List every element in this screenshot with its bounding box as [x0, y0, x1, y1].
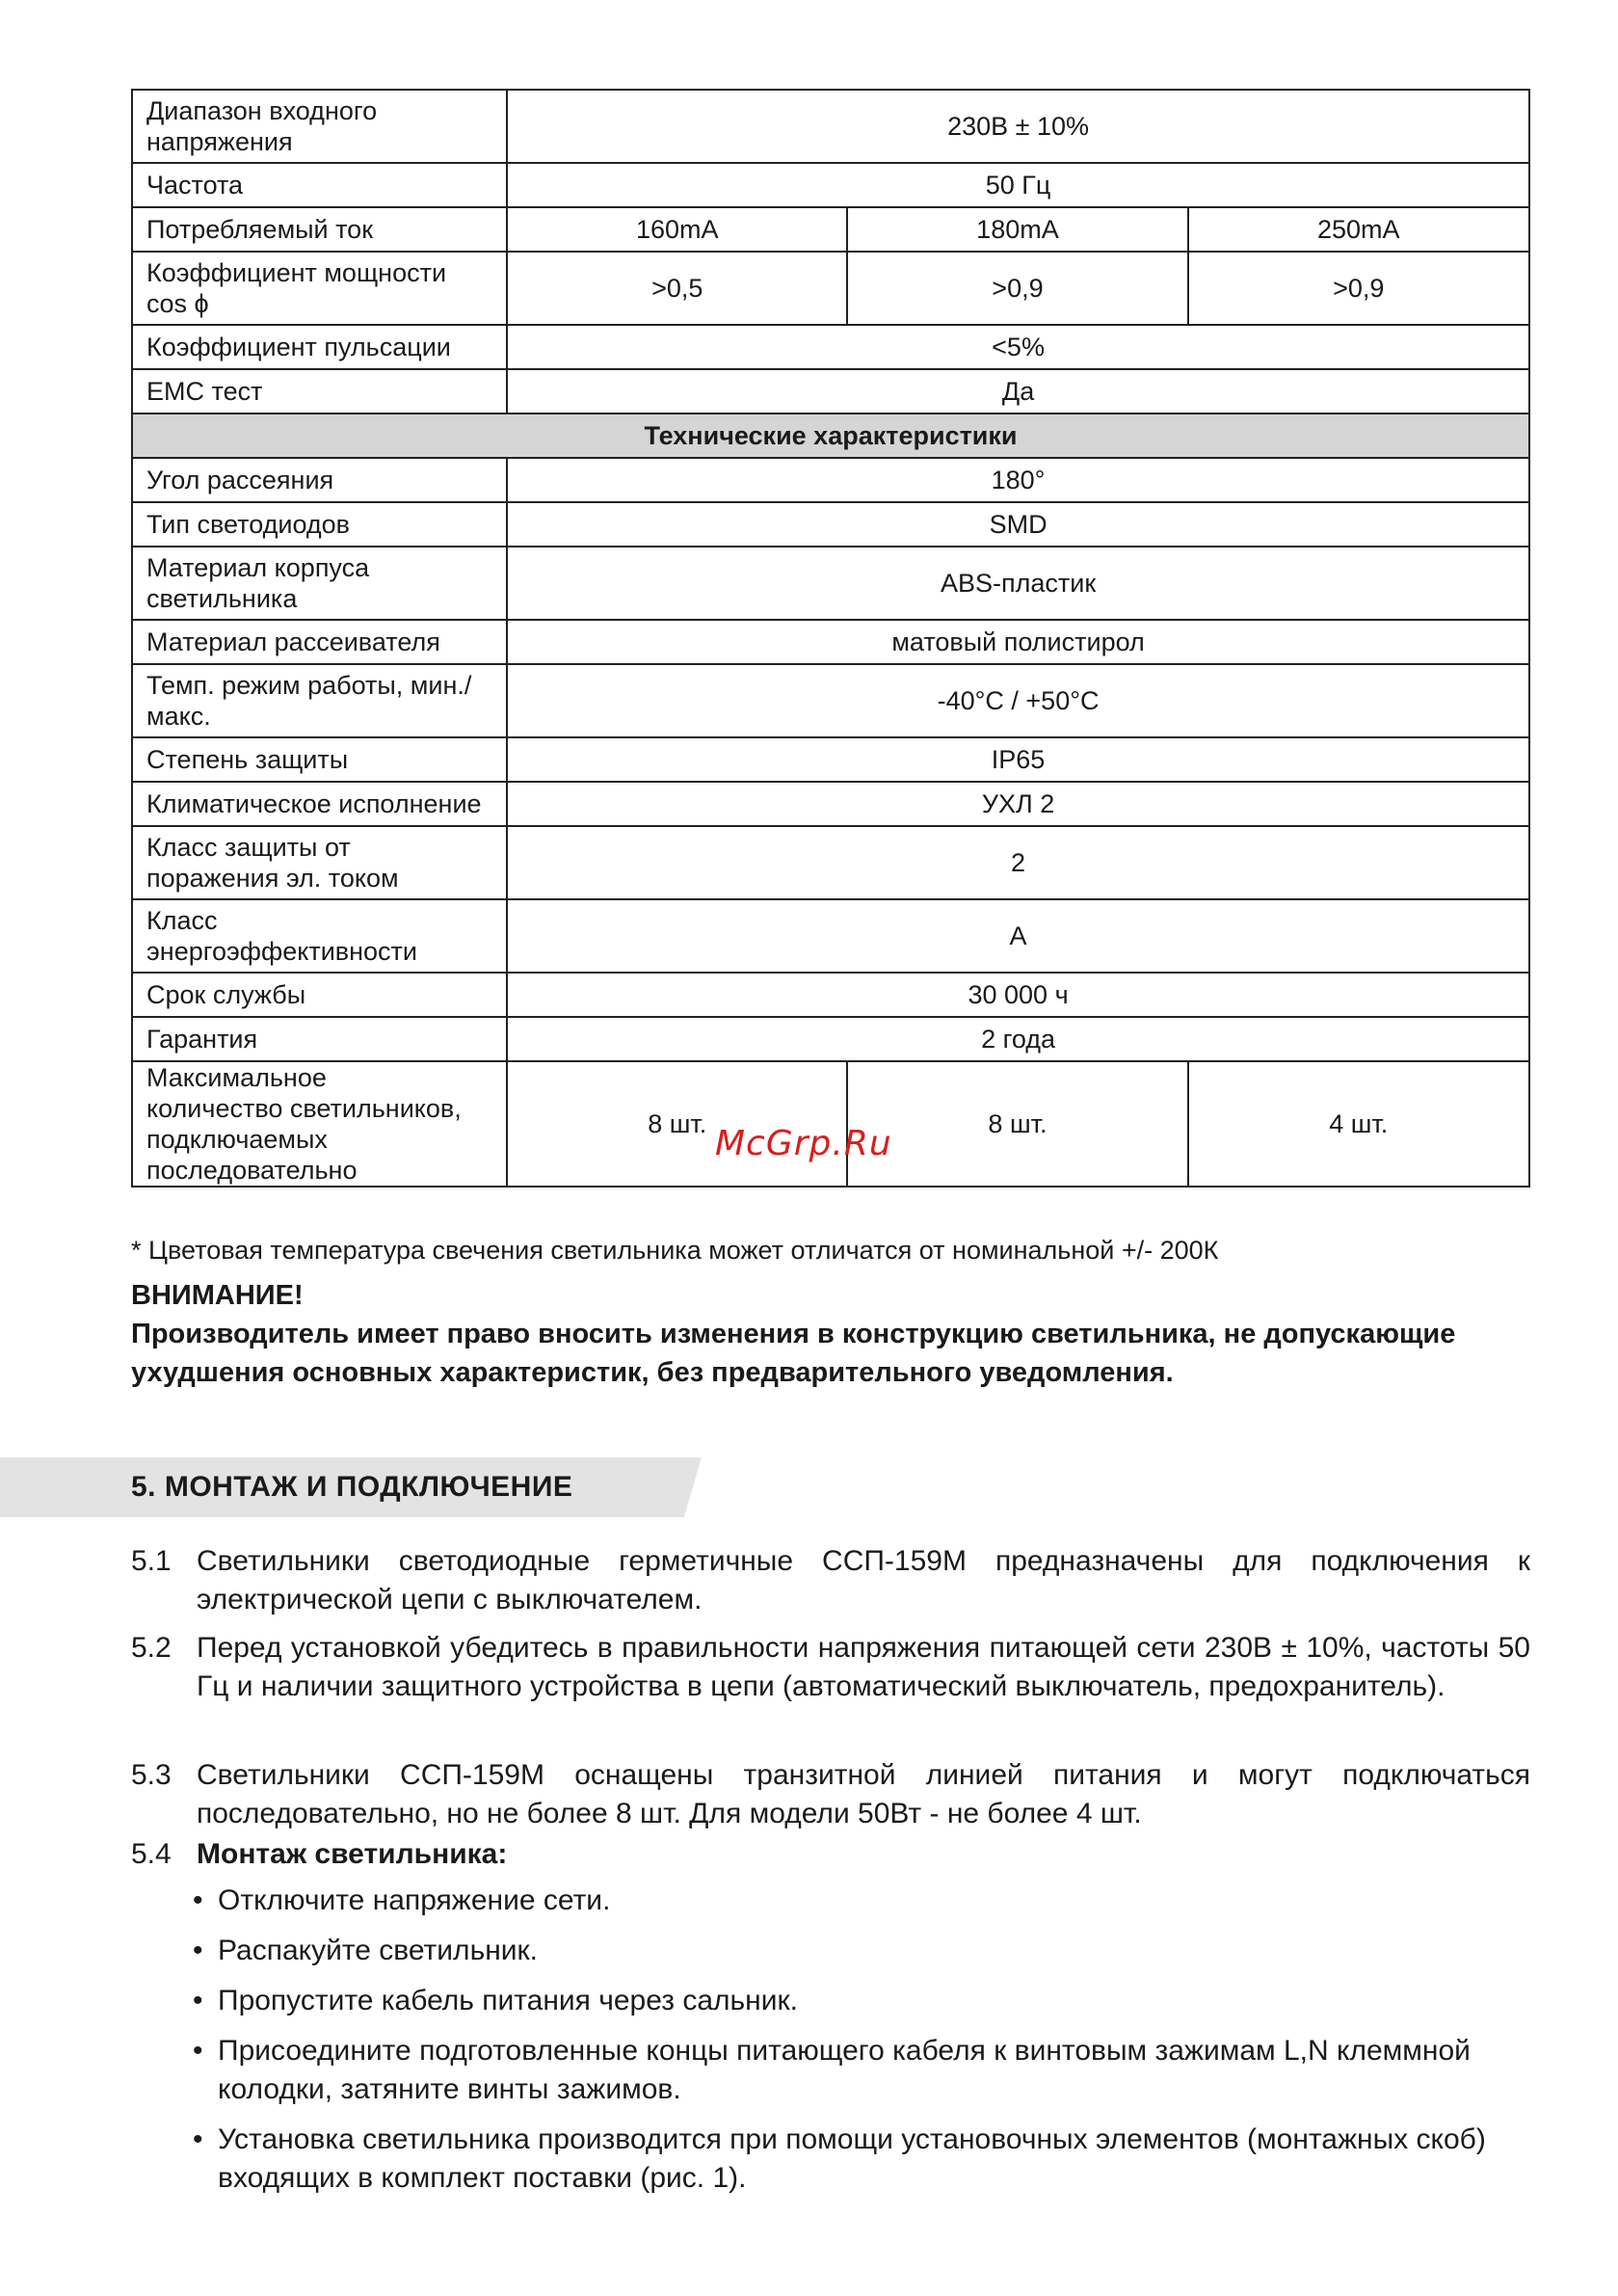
bullet-text: Присоедините подготовленные концы питающего кабеля к винтовым зажимам L,N клеммной колодки, затяните винты зажимов. [218, 2035, 1471, 2105]
param-value: 180mA [847, 207, 1187, 252]
bullet-item [193, 2121, 1530, 2198]
item-text: Светильники светодиодные герметичные ССП-159М предназначены для подключения к электрической цепи с выключателем. [197, 1545, 1530, 1615]
list-item [131, 1629, 1530, 1706]
param-label: Степень защиты [132, 737, 507, 782]
param-value: 2 [507, 826, 1529, 899]
param-value: >0,9 [1188, 252, 1529, 325]
table-row [132, 163, 1529, 207]
param-value: матовый полистирол [507, 620, 1529, 664]
param-value: Да [507, 369, 1529, 414]
bullet-list [193, 1882, 1530, 2209]
table-row [132, 782, 1529, 826]
param-value: 160mA [507, 207, 847, 252]
bullet-dot: • [193, 1884, 203, 1916]
table-row [132, 620, 1529, 664]
param-value: А [507, 899, 1529, 973]
param-value: УХЛ 2 [507, 782, 1529, 826]
item-text: Монтаж светильника: [197, 1838, 508, 1870]
bullet-item [193, 1882, 1530, 1920]
param-label: Потребляемый ток [132, 207, 507, 252]
param-label: Срок службы [132, 973, 507, 1017]
bullet-dot: • [193, 1935, 203, 1966]
param-value: 250mA [1188, 207, 1529, 252]
bullet-dot: • [193, 2035, 203, 2067]
param-label: Частота [132, 163, 507, 207]
param-label: Климатическое исполнение [132, 782, 507, 826]
table-row [132, 369, 1529, 414]
item-number: 5.4 [131, 1838, 172, 1870]
param-label: Коэффициент пульсации [132, 325, 507, 369]
table-row [132, 325, 1529, 369]
item-text: Светильники ССП-159М оснащены транзитной линией питания и могут подключаться последовательно, но не более 8 шт. Для модели 50Вт - не более 4 шт. [197, 1759, 1530, 1829]
table-row [132, 664, 1529, 737]
table-row [132, 899, 1529, 973]
table-row [132, 207, 1529, 252]
param-label: Тип светодиодов [132, 502, 507, 547]
bullet-text: Установка светильника производится при помощи установочных элементов (монтажных скоб) входящих в комплект поставки (рис. 1). [218, 2123, 1486, 2194]
table-row [132, 973, 1529, 1017]
param-value: <5% [507, 325, 1529, 369]
item-number: 5.1 [131, 1545, 172, 1577]
item-number: 5.2 [131, 1632, 172, 1664]
param-value: 50 Гц [507, 163, 1529, 207]
list-item [131, 1542, 1530, 1619]
param-label: Материал корпуса светильника [132, 547, 507, 620]
param-value: >0,5 [507, 252, 847, 325]
spec-table [131, 89, 1530, 1188]
param-label: Угол рассеяния [132, 458, 507, 502]
param-value: ABS-пластик [507, 547, 1529, 620]
param-label: Класс защиты от поражения эл. током [132, 826, 507, 899]
param-value: 230В ± 10% [507, 90, 1529, 163]
param-value: 8 шт. [847, 1061, 1187, 1187]
bullet-text: Распакуйте светильник. [218, 1935, 538, 1966]
param-label: Максимальное количество светильников, подключаемых последовательно [132, 1061, 507, 1187]
bullet-text: Отключите напряжение сети. [218, 1884, 611, 1916]
param-label: Гарантия [132, 1017, 507, 1061]
param-label: Коэффициент мощности cos ϕ [132, 252, 507, 325]
warning-block [131, 1276, 1538, 1392]
param-value: 4 шт. [1188, 1061, 1529, 1187]
bullet-item [193, 2032, 1530, 2109]
table-row [132, 252, 1529, 325]
item-text: Перед установкой убедитесь в правильности напряжения питающей сети 230В ± 10%, частоты 50 Гц и наличии защитного устройства в цепи (автоматический выключатель, предохранитель). [197, 1632, 1530, 1702]
bullet-dot: • [193, 2123, 203, 2155]
table-row [132, 737, 1529, 782]
bullet-item [193, 1932, 1530, 1970]
param-value: 180° [507, 458, 1529, 502]
table-row [132, 547, 1529, 620]
bullet-dot: • [193, 1985, 203, 2016]
param-value: >0,9 [847, 252, 1187, 325]
param-value: SMD [507, 502, 1529, 547]
list-item [131, 1835, 1530, 1874]
param-label: Материал рассеивателя [132, 620, 507, 664]
bullet-item [193, 1982, 1530, 2020]
item-number: 5.3 [131, 1759, 172, 1791]
warning-text: Производитель имеет право вносить изменения в конструкцию светильника, не допускающие ухудшения основных характеристик, без предварительного уведомления. [131, 1319, 1456, 1388]
param-value: 8 шт. [507, 1061, 847, 1187]
warning-title: ВНИМАНИЕ! [131, 1280, 304, 1311]
param-value: IP65 [507, 737, 1529, 782]
param-label: ЕМС тест [132, 369, 507, 414]
watermark: McGrp.Ru [715, 1124, 892, 1163]
table-row [132, 1017, 1529, 1061]
param-value: 2 года [507, 1017, 1529, 1061]
param-value: 30 000 ч [507, 973, 1529, 1017]
table-row [132, 826, 1529, 899]
bullet-text: Пропустите кабель питания через сальник. [218, 1985, 798, 2016]
table-row [132, 502, 1529, 547]
section-header-label: Технические характеристики [132, 414, 1529, 458]
table-row [132, 90, 1529, 163]
list-item [131, 1756, 1530, 1833]
param-label: Диапазон входного напряжения [132, 90, 507, 163]
param-label: Класс энергоэффективности [132, 899, 507, 973]
footnote: * Цветовая температура свечения светильника может отличатся от номинальной +/- 200К [131, 1236, 1219, 1265]
table-row [132, 458, 1529, 502]
table-section-header [132, 414, 1529, 458]
section-title: 5. МОНТАЖ И ПОДКЛЮЧЕНИЕ [131, 1471, 573, 1503]
param-value: -40°С / +50°С [507, 664, 1529, 737]
param-label: Темп. режим работы, мин./ макс. [132, 664, 507, 737]
